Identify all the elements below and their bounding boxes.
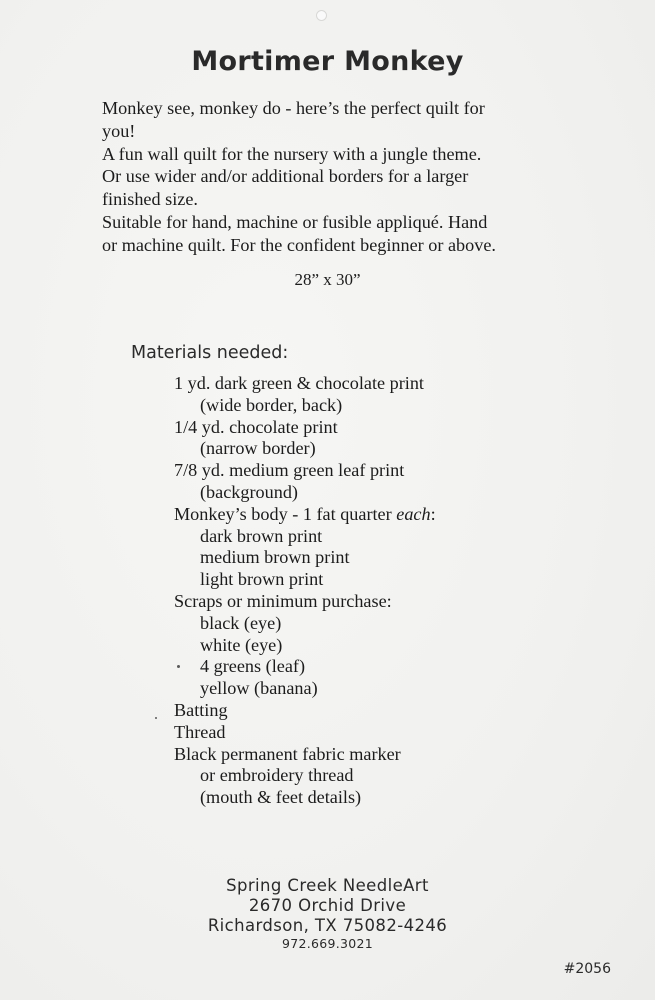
materials-heading: Materials needed: xyxy=(131,343,289,363)
materials-item xyxy=(174,504,436,526)
materials-item-text: Monkey’s body - 1 fat quarter xyxy=(174,503,397,524)
publisher-city: Richardson, TX 75082-4246 xyxy=(207,916,448,935)
materials-item-note: (background) xyxy=(200,481,298,502)
publisher-phone: 972.669.3021 xyxy=(281,936,374,951)
pattern-title: Mortimer Monkey xyxy=(191,46,464,77)
materials-list xyxy=(174,373,436,809)
finished-size: 28” x 30” xyxy=(294,270,361,289)
materials-item-note: (mouth & feet details) xyxy=(200,787,362,808)
paper-speck xyxy=(155,717,157,719)
pattern-number: #2056 xyxy=(563,961,611,977)
materials-item: Scraps or minimum purchase: xyxy=(174,590,392,611)
publisher-street: 2670 Orchid Drive xyxy=(248,896,407,915)
materials-item-suffix: : xyxy=(430,503,436,524)
publisher-address xyxy=(0,876,655,952)
materials-item-emphasis: each xyxy=(396,503,431,524)
materials-item-note: light brown print xyxy=(200,569,324,590)
intro-line: you! xyxy=(102,120,136,141)
intro-line: finished size. xyxy=(102,189,198,210)
materials-item-note: medium brown print xyxy=(200,547,350,568)
materials-item: Thread xyxy=(174,721,226,742)
materials-item-note: (wide border, back) xyxy=(200,394,343,415)
materials-item: Black permanent fabric marker xyxy=(174,743,401,764)
materials-item-note: yellow (banana) xyxy=(200,678,318,699)
intro-line: A fun wall quilt for the nursery with a jungle theme. xyxy=(102,143,482,164)
intro-line: or machine quilt. For the confident beginner or above. xyxy=(102,234,496,255)
materials-item: 1 yd. dark green & chocolate print xyxy=(174,373,424,393)
publisher-name: Spring Creek NeedleArt xyxy=(226,876,429,895)
materials-item: 7/8 yd. medium green leaf print xyxy=(174,460,405,481)
intro-line: Suitable for hand, machine or fusible appliqué. Hand xyxy=(102,211,488,232)
materials-item-note: white (eye) xyxy=(200,634,283,655)
intro-line: Monkey see, monkey do - here’s the perfect quilt for xyxy=(102,98,485,118)
intro-line: Or use wider and/or additional borders for a larger xyxy=(102,166,469,187)
materials-item-note: 4 greens (leaf) xyxy=(200,656,306,677)
materials-item-note: (narrow border) xyxy=(200,438,316,459)
materials-item: Batting xyxy=(174,699,228,720)
materials-item-note: or embroidery thread xyxy=(200,765,354,786)
materials-item: 1/4 yd. chocolate print xyxy=(174,416,338,437)
paper-speck xyxy=(177,665,180,668)
materials-item-note: dark brown print xyxy=(200,525,323,546)
materials-item-note: black (eye) xyxy=(200,612,282,633)
intro-paragraph xyxy=(102,97,572,257)
punch-hole xyxy=(316,10,327,21)
